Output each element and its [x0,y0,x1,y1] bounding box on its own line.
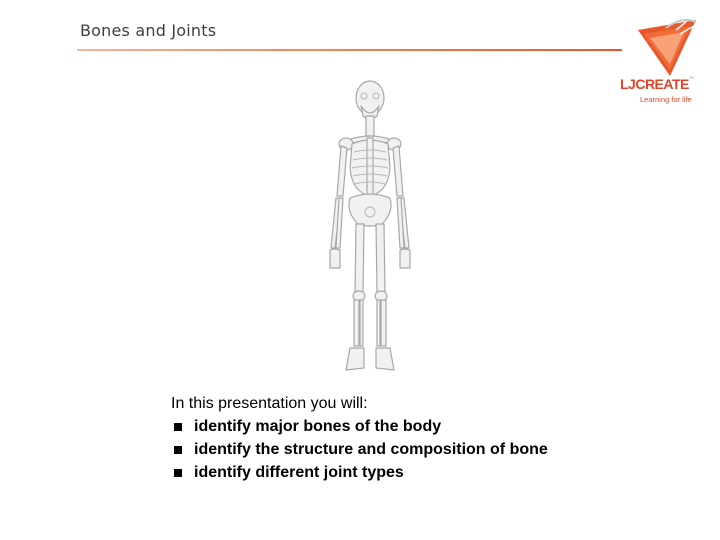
bullet-list [171,415,671,484]
bullet-text: identify major bones of the body [194,418,442,435]
skeleton-illustration [318,78,422,374]
title-divider [77,49,622,51]
square-bullet-icon [174,423,182,431]
list-item [171,461,671,484]
square-bullet-icon [174,446,182,454]
slide-title: Bones and Joints [80,21,217,40]
bullet-text: identify different joint types [194,464,404,481]
bullet-text: identify the structure and composition of bone [194,441,548,458]
slide-body [171,392,671,484]
logo-shield-icon [636,18,700,78]
list-item [171,438,671,461]
logo-tagline: Learning for life [640,95,692,104]
lj-create-logo [616,18,700,106]
list-item [171,415,671,438]
intro-text: In this presentation you will: [171,395,368,412]
logo-wordmark: LJCREATE™ [620,76,694,92]
square-bullet-icon [174,469,182,477]
